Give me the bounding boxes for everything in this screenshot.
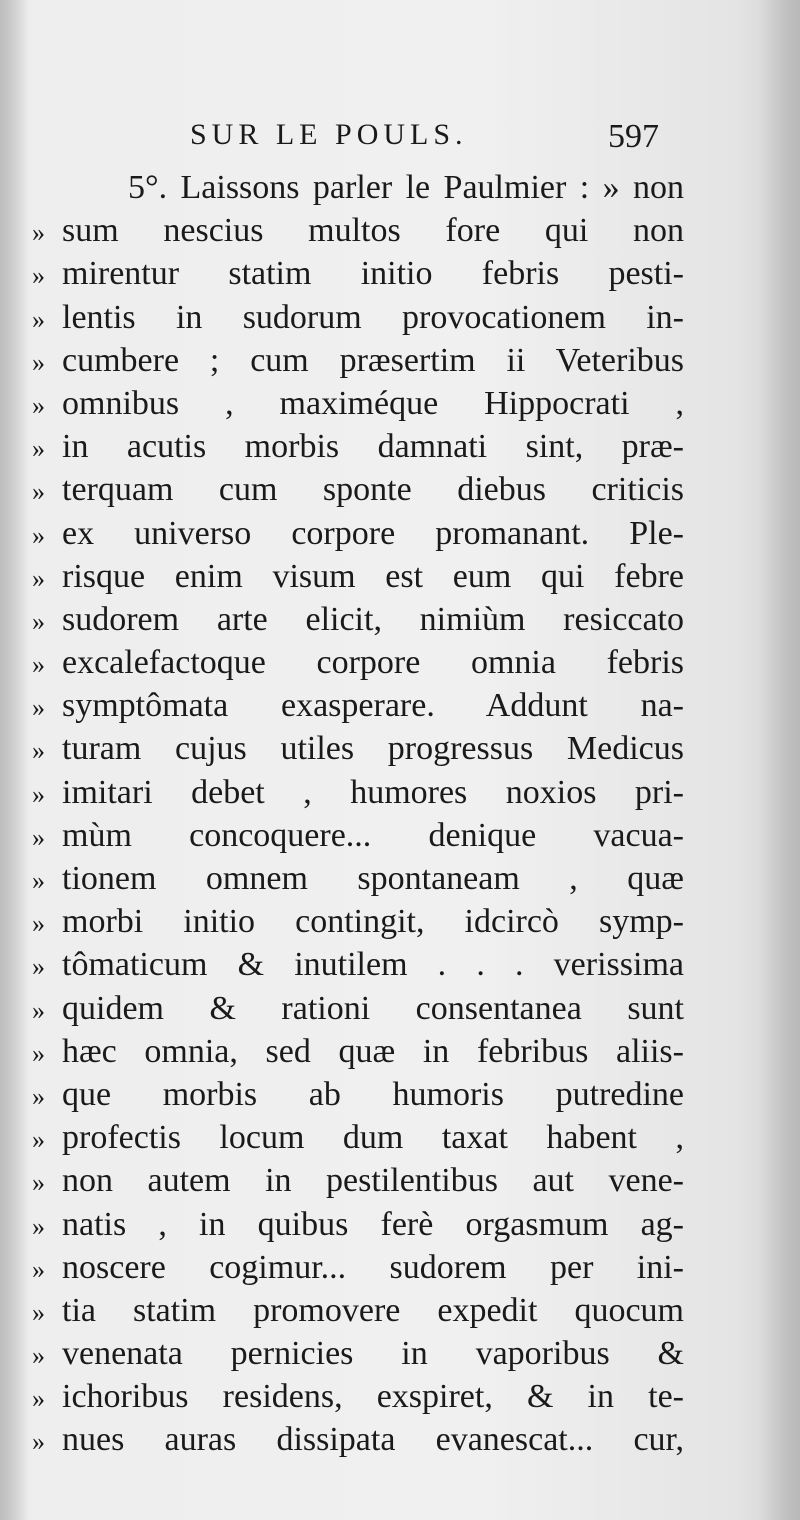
page-edge-shadow [760,0,800,1520]
line-text: mirentur statim initio febris pesti- [62,255,684,293]
quotation-mark: » [32,1254,45,1284]
quotation-mark: » [32,1211,45,1241]
line-text: non autem in pestilentibus aut vene- [62,1162,684,1200]
text-line [22,296,684,339]
text-line [22,814,684,857]
text-line [22,598,684,641]
quotation-mark: » [32,1038,45,1068]
text-line [22,771,684,814]
line-text: imitari debet , humores noxios pri- [62,773,684,811]
quotation-mark: » [32,1384,45,1414]
text-line [22,987,684,1030]
quotation-mark: » [32,1081,45,1111]
text-line [22,166,684,209]
line-text: natis , in quibus ferè orgasmum ag- [62,1205,684,1243]
text-line [22,382,684,425]
quotation-mark: » [32,1168,45,1198]
line-text: symptômata exasperare. Addunt na- [62,687,684,725]
line-text: sudorem arte elicit, nimiùm resiccato [62,600,684,638]
line-text: tionem omnem spontaneam , quæ [62,860,684,897]
text-line [22,1246,684,1289]
text-line [22,1116,684,1159]
quotation-mark: » [32,606,45,636]
quotation-mark: » [32,995,45,1025]
quotation-mark: » [32,261,45,291]
quotation-mark: » [32,1427,45,1457]
quotation-mark: » [32,347,45,377]
text-line [22,1332,684,1375]
text-line [22,684,684,727]
running-head: SUR LE POULS. [190,118,468,151]
text-line [22,252,684,295]
text-line [22,900,684,943]
body-text [22,166,684,1462]
line-text: turam cujus utiles progressus Medicus [62,730,684,768]
line-text: mùm concoquere... denique vacua- [62,816,684,854]
quotation-mark: » [32,822,45,852]
line-text: tia statim promovere expedit quocum [62,1291,684,1329]
line-text: in acutis morbis damnati sint, præ- [62,428,684,466]
line-text: 5°. Laissons parler le Paulmier : » non [128,169,684,206]
line-text: sum nescius multos fore qui non [62,212,684,250]
text-line [22,1289,684,1332]
page-header [0,118,800,158]
line-text: ichoribus residens, exspiret, & in te- [62,1378,684,1416]
quotation-mark: » [32,650,45,680]
quotation-mark: » [32,218,45,248]
text-line [22,1418,684,1461]
line-text: cumbere ; cum præsertim ii Veteribus [62,341,684,379]
line-text: hæc omnia, sed quæ in febribus aliis- [62,1032,684,1070]
text-line [22,555,684,598]
line-text: lentis in sudorum provocationem in- [62,298,684,336]
line-text: ex universo corpore promanant. Ple- [62,514,684,552]
quotation-mark: » [32,304,45,334]
line-text: omnibus , maximéque Hippocrati , [62,384,684,422]
quotation-mark: » [32,779,45,809]
line-text: quidem & rationi consentanea sunt [62,989,684,1027]
text-line [22,857,684,900]
text-line [22,468,684,511]
text-line [22,943,684,986]
line-text: tômaticum & inutilem . . . verissima [62,946,684,984]
text-line [22,1073,684,1116]
text-line [22,727,684,770]
quotation-mark: » [32,909,45,939]
quotation-mark: » [32,736,45,766]
text-line [22,512,684,555]
text-line [22,1375,684,1418]
line-text: nues auras dissipata evanescat... cur, [62,1421,684,1459]
line-text: morbi initio contingit, idcircò symp- [62,903,684,941]
quotation-mark: » [32,1297,45,1327]
line-text: venenata pernicies in vaporibus & [62,1335,684,1373]
text-line [22,1203,684,1246]
line-text: risque enim visum est eum qui febre [62,557,684,595]
quotation-mark: » [32,693,45,723]
quotation-mark: » [32,390,45,420]
text-line [22,339,684,382]
text-line [22,209,684,252]
text-line [22,1030,684,1073]
line-text: que morbis ab humoris putredine [62,1075,684,1113]
quotation-mark: » [32,563,45,593]
line-text: terquam cum sponte diebus criticis [62,471,684,509]
line-text: noscere cogimur... sudorem per ini- [62,1248,684,1286]
quotation-mark: » [32,477,45,507]
quotation-mark: » [32,866,45,895]
quotation-mark: » [32,952,45,982]
text-line [22,425,684,468]
quotation-mark: » [32,1341,45,1371]
text-line [22,1159,684,1202]
line-text: profectis locum dum taxat habent , [62,1119,684,1157]
text-line [22,641,684,684]
quotation-mark: » [32,1125,45,1155]
page-number: 597 [608,118,659,155]
quotation-mark: » [32,434,45,464]
quotation-mark: » [32,520,45,550]
line-text: excalefactoque corpore omnia febris [62,644,684,682]
